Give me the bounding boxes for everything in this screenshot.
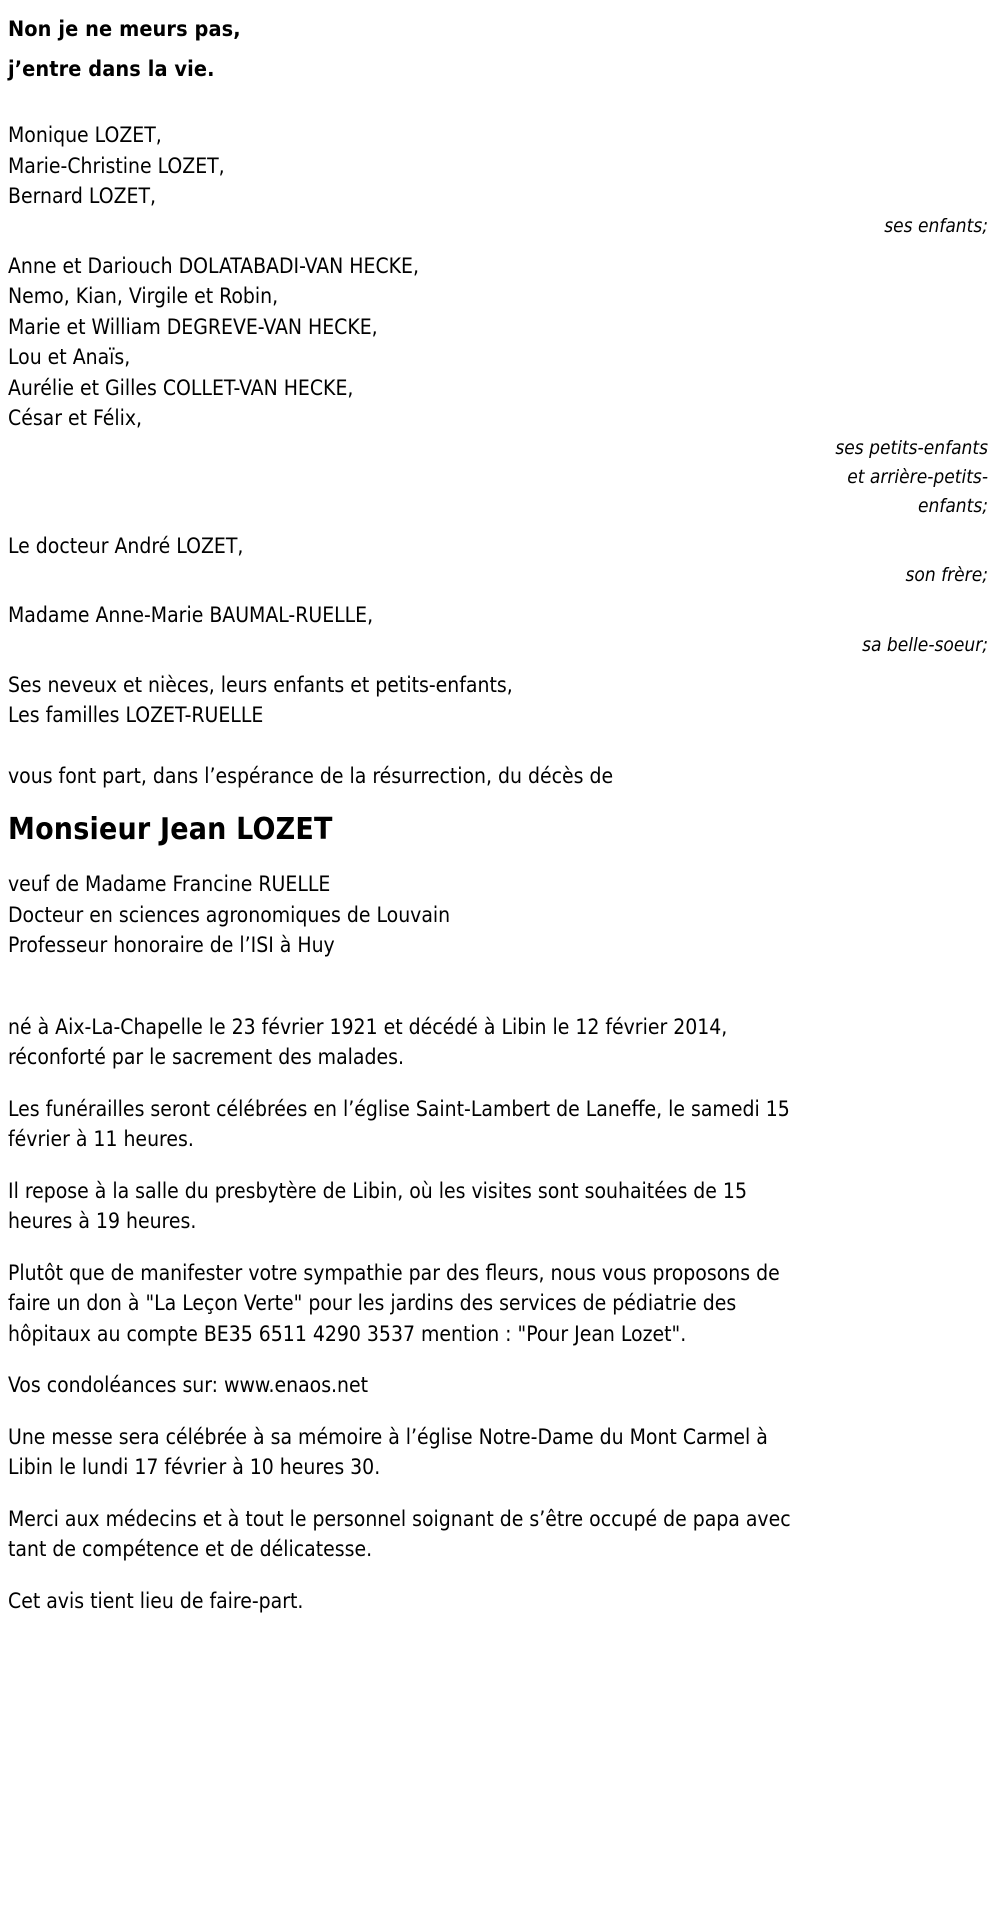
family-member-name: Les familles LOZET-RUELLE	[8, 703, 264, 727]
detail-paragraph-thanks: Merci aux médecins et à tout le personnel soignant de s’être occupé de papa avec tant de compétence et de délicatesse.	[8, 1506, 791, 1561]
family-member-name: Marie-Christine LOZET,	[8, 153, 225, 178]
credential-line: Professeur honoraire de l’ISI à Huy	[8, 933, 335, 957]
detail-paragraph-memorial-mass: Une messe sera célébrée à sa mémoire à l’église Notre-Dame du Mont Carmel à Libin le lundi 17 février à 10 heures 30.	[8, 1424, 768, 1479]
relation-label-sister-in-law: sa belle-soeur;	[862, 633, 988, 656]
deceased-name: Monsieur Jean LOZET	[8, 812, 333, 847]
detail-paragraph-visitation: Il repose à la salle du presbytère de Libin, où les visites sont souhaitées de 15 heures à 19 heures.	[8, 1178, 747, 1233]
spacer	[8, 961, 990, 991]
details-section	[8, 1012, 990, 1617]
spacer	[8, 851, 990, 869]
epigraph-line-2: j’entre dans la vie.	[8, 57, 215, 82]
family-group-brother	[8, 531, 990, 591]
family-group-grandchildren	[8, 251, 990, 521]
credential-line: Docteur en sciences agronomiques de Louvain	[8, 902, 451, 927]
family-member-name: Aurélie et Gilles COLLET-VAN HECKE,	[8, 375, 354, 400]
deceased-credentials	[8, 869, 990, 961]
family-member-name: Bernard LOZET,	[8, 184, 156, 208]
spacer	[8, 791, 990, 809]
spacer	[8, 241, 990, 251]
family-group-extended	[8, 670, 990, 731]
spacer	[8, 90, 990, 120]
detail-paragraph-birth-death: né à Aix-La-Chapelle le 23 février 1921 et décédé à Libin le 12 février 2014, réconforté par le sacrement des malades.	[8, 1014, 728, 1069]
relation-label-line: enfants;	[917, 494, 988, 517]
relation-label-children: ses enfants;	[884, 214, 988, 237]
detail-paragraph-notice: Cet avis tient lieu de faire-part.	[8, 1588, 304, 1613]
detail-paragraph-funeral: Les funérailles seront célébrées en l’église Saint-Lambert de Laneffe, le samedi 15 février à 11 heures.	[8, 1096, 790, 1151]
family-member-name: Nemo, Kian, Virgile et Robin,	[8, 284, 279, 308]
spacer	[8, 521, 990, 531]
relation-label-grandchildren	[8, 434, 990, 521]
family-member-name: Anne et Dariouch DOLATABADI-VAN HECKE,	[8, 253, 419, 278]
relation-label-line: et arrière-petits-	[847, 465, 988, 488]
announcement-text: vous font part, dans l’espérance de la résurrection, du décès de	[8, 763, 614, 788]
credential-line: veuf de Madame Francine RUELLE	[8, 872, 331, 896]
family-group-children	[8, 120, 990, 241]
spacer	[8, 731, 990, 761]
family-member-name: Monique LOZET,	[8, 123, 162, 147]
family-member-name: Madame Anne-Marie BAUMAL-RUELLE,	[8, 603, 374, 627]
family-member-name: Marie et William DEGREVE-VAN HECKE,	[8, 314, 378, 339]
spacer	[8, 590, 990, 600]
family-member-name: César et Félix,	[8, 406, 143, 430]
family-member-name: Le docteur André LOZET,	[8, 533, 244, 558]
epigraph-line-1: Non je ne meurs pas,	[8, 17, 241, 42]
family-member-name: Ses neveux et nièces, leurs enfants et petits-enfants,	[8, 672, 513, 697]
family-group-sister-in-law	[8, 600, 990, 660]
detail-paragraph-donation: Plutôt que de manifester votre sympathie par des fleurs, nous vous proposons de faire un don à "La Leçon Verte" pour les jardins des services de pédiatrie des hôpitaux au compte BE35 6511 4290 3537 mention : "Pour Jean Lozet".	[8, 1260, 780, 1346]
epigraph	[8, 0, 990, 90]
relation-label-brother: son frère;	[905, 564, 988, 586]
relation-label-line: ses petits-enfants	[835, 436, 988, 459]
detail-paragraph-condolences: Vos condoléances sur: www.enaos.net	[8, 1373, 369, 1397]
spacer	[8, 660, 990, 670]
family-member-name: Lou et Anaïs,	[8, 345, 131, 369]
